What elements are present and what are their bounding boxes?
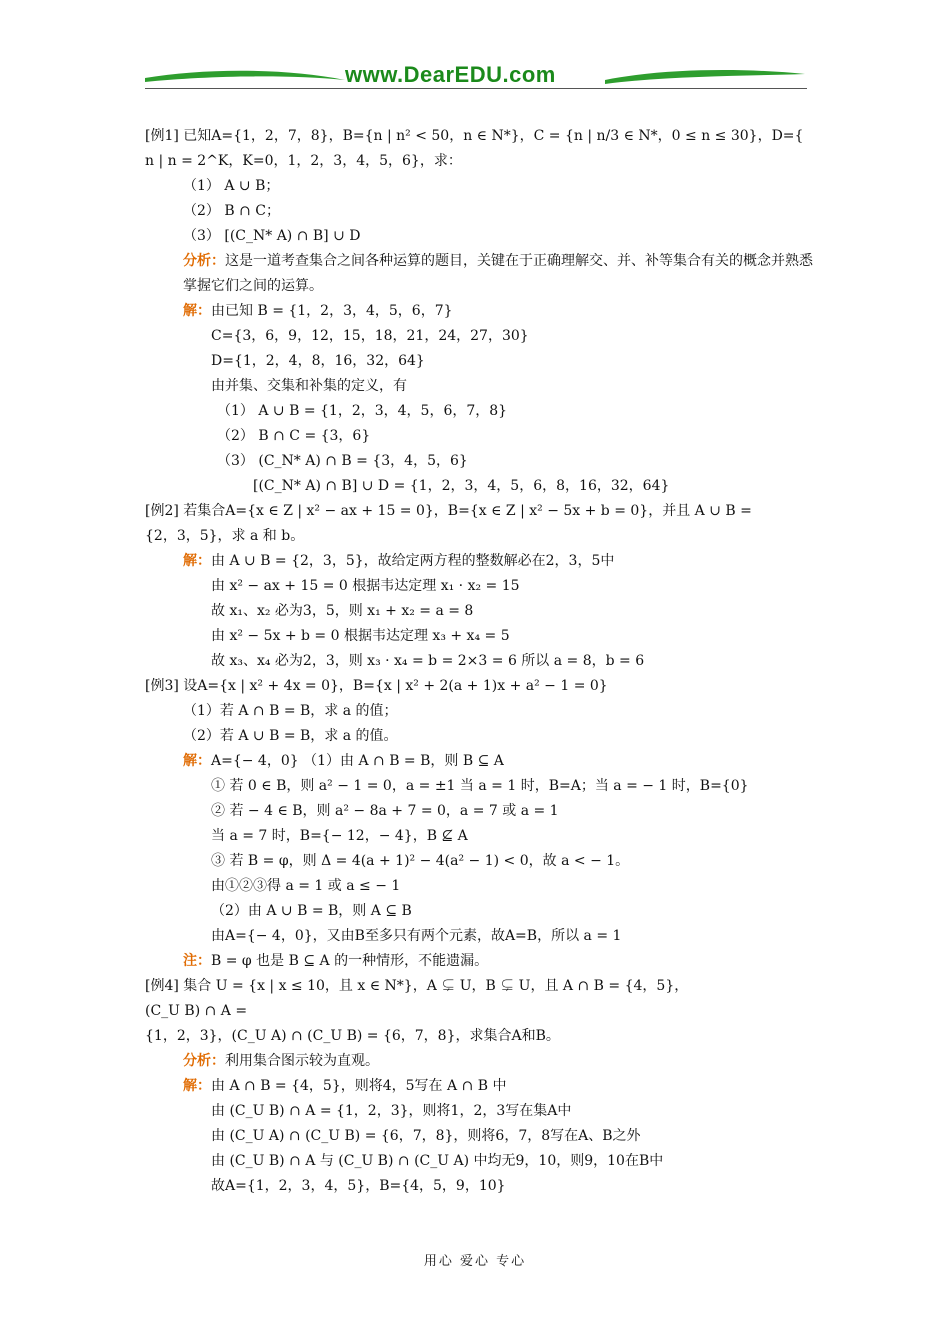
section-label: 分析： — [183, 1053, 225, 1069]
text-line — [145, 124, 815, 149]
line-text: ③ 若 B = φ，则 Δ = 4(a + 1)² − 4(a² − 1) < 0，故 a < − 1。 — [211, 853, 630, 869]
header-rule — [145, 88, 807, 89]
line-text: （3） [(C_N* A) ∩ B] ∪ D — [183, 228, 361, 244]
line-text: [例2] 若集合A={x ∈ Z | x² − ax + 15 = 0}，B={x ∈ Z | x² − 5x + b = 0}，并且 A ∪ B = — [145, 503, 752, 519]
text-line — [145, 399, 815, 424]
line-text: 由并集、交集和补集的定义，有 — [211, 378, 407, 394]
line-text: 由 A ∩ B = {4，5}，则将4，5写在 A ∩ B 中 — [211, 1078, 507, 1094]
text-line — [145, 749, 815, 774]
text-line — [145, 999, 815, 1024]
line-text: {2，3，5}，求 a 和 b。 — [145, 528, 305, 544]
page-footer: 用心 爱心 专心 — [423, 1254, 527, 1269]
line-text: 当 a = 7 时，B={− 12，− 4}，B ⊈ A — [211, 828, 468, 844]
line-text: n | n = 2^K，K=0，1，2，3，4，5，6}，求： — [145, 153, 462, 169]
line-text: 这是一道考查集合之间各种运算的题目，关键在于正确理解交、并、补等集合有关的概念并熟悉掌握它们之间的运算。 — [183, 253, 813, 294]
line-text: D={1，2，4，8，16，32，64} — [211, 353, 425, 369]
line-text: （2）由 A ∪ B = B，则 A ⊆ B — [211, 903, 412, 919]
text-line — [145, 699, 815, 724]
text-line — [145, 1174, 815, 1199]
section-label: 解： — [183, 303, 211, 319]
line-text: [例3] 设A={x | x² + 4x = 0}，B={x | x² + 2(a + 1)x + a² − 1 = 0} — [145, 678, 608, 694]
line-text: 利用集合图示较为直观。 — [225, 1053, 379, 1069]
text-line — [145, 849, 815, 874]
text-line — [145, 324, 815, 349]
text-line — [145, 949, 815, 974]
text-line — [145, 224, 815, 249]
line-text: A={− 4，0} （1）由 A ∩ B = B，则 B ⊆ A — [211, 753, 504, 769]
line-text: （2）若 A ∪ B = B，求 a 的值。 — [183, 728, 398, 744]
site-logo: www.DearEDU.com — [345, 62, 556, 87]
line-text: 由①②③得 a = 1 或 a ≤ − 1 — [211, 878, 401, 894]
line-text: （1） A ∪ B = {1，2，3，4，5，6，7，8} — [217, 403, 508, 419]
text-line — [145, 874, 815, 899]
text-line — [145, 1149, 815, 1174]
line-text: ① 若 0 ∈ B，则 a² − 1 = 0，a = ±1 当 a = 1 时，B=A；当 a = − 1 时，B={0} — [211, 778, 749, 794]
text-line — [145, 799, 815, 824]
text-line — [145, 149, 815, 174]
text-line — [145, 174, 815, 199]
line-text: 由已知 B = {1，2，3，4，5，6，7} — [211, 303, 453, 319]
text-line — [145, 199, 815, 224]
text-line — [145, 1124, 815, 1149]
document-body — [145, 124, 815, 1199]
line-text: (C_U B) ∩ A = — [145, 1003, 248, 1019]
line-text: 由 A ∪ B = {2，3，5}，故给定两方程的整数解必在2，3，5中 — [211, 553, 615, 569]
line-text: 故 x₃、x₄ 必为2，3，则 x₃ · x₄ = b = 2×3 = 6 所以 a = 8，b = 6 — [211, 653, 645, 669]
text-line — [145, 674, 815, 699]
line-text: 故 x₁、x₂ 必为3，5，则 x₁ + x₂ = a = 8 — [211, 603, 474, 619]
text-line — [145, 299, 815, 324]
line-text: 由 (C_U B) ∩ A 与 (C_U B) ∩ (C_U A) 中均无9，10，则9，10在B中 — [211, 1153, 664, 1169]
text-line — [145, 449, 815, 474]
text-line — [145, 1099, 815, 1124]
line-text: ② 若 − 4 ∈ B，则 a² − 8a + 7 = 0，a = 7 或 a = 1 — [211, 803, 559, 819]
line-text: C={3，6，9，12，15，18，21，24，27，30} — [211, 328, 529, 344]
section-label: 解： — [183, 753, 211, 769]
section-label: 解： — [183, 553, 211, 569]
line-text: 由 (C_U A) ∩ (C_U B) = {6，7，8}，则将6，7，8写在A、B之外 — [211, 1128, 641, 1144]
line-text: B = φ 也是 B ⊆ A 的一种情形，不能遗漏。 — [211, 953, 489, 969]
text-line — [145, 899, 815, 924]
text-line — [145, 1074, 815, 1099]
left-swoosh-icon — [145, 66, 345, 90]
text-line — [145, 549, 815, 574]
text-line — [145, 599, 815, 624]
line-text: （3） (C_N* A) ∩ B = {3，4，5，6} — [217, 453, 468, 469]
line-text: （1）若 A ∩ B = B，求 a 的值； — [183, 703, 398, 719]
line-text: [(C_N* A) ∩ B] ∪ D = {1，2，3，4，5，6，8，16，32，64} — [253, 478, 670, 494]
line-text: 由 (C_U B) ∩ A = {1，2，3}，则将1，2，3写在集A中 — [211, 1103, 572, 1119]
text-line — [145, 824, 815, 849]
text-line — [145, 724, 815, 749]
section-label: 分析： — [183, 253, 225, 269]
text-line — [145, 1024, 815, 1049]
line-text: 由 x² − 5x + b = 0 根据韦达定理 x₃ + x₄ = 5 — [211, 628, 510, 644]
right-swoosh-icon — [605, 66, 805, 90]
text-line — [145, 624, 815, 649]
text-line — [145, 424, 815, 449]
line-text: 由 x² − ax + 15 = 0 根据韦达定理 x₁ · x₂ = 15 — [211, 578, 520, 594]
line-text: （2） B ∩ C = {3，6} — [217, 428, 371, 444]
text-line — [145, 574, 815, 599]
line-text: [例1] 已知A={1，2，7，8}，B={n | n² < 50，n ∈ N*}，C = {n | n/3 ∈ N*，0 ≤ n ≤ 30}，D={ — [145, 128, 804, 144]
line-text: [例4] 集合 U = {x | x ≤ 10，且 x ∈ N*}，A ⊊ U，B ⊊ U，且 A ∩ B = {4，5}， — [145, 978, 689, 994]
line-text: （2） B ∩ C； — [183, 203, 280, 219]
text-line — [145, 1049, 815, 1074]
text-line — [145, 649, 815, 674]
section-label: 解： — [183, 1078, 211, 1094]
text-line — [145, 499, 815, 524]
line-text: {1，2，3}，(C_U A) ∩ (C_U B) = {6，7，8}，求集合A和B。 — [145, 1028, 560, 1044]
text-line — [145, 924, 815, 949]
text-line — [145, 974, 815, 999]
line-text: 故A={1，2，3，4，5}，B={4，5，9，10} — [211, 1178, 506, 1194]
page-header — [145, 58, 807, 92]
text-line — [145, 349, 815, 374]
section-label: 注： — [183, 953, 211, 969]
line-text: （1） A ∪ B； — [183, 178, 280, 194]
text-line — [145, 474, 815, 499]
line-text: 由A={− 4，0}，又由B至多只有两个元素，故A=B，所以 a = 1 — [211, 928, 622, 944]
text-line — [145, 374, 815, 399]
text-line — [145, 249, 815, 299]
text-line — [145, 774, 815, 799]
text-line — [145, 524, 815, 549]
